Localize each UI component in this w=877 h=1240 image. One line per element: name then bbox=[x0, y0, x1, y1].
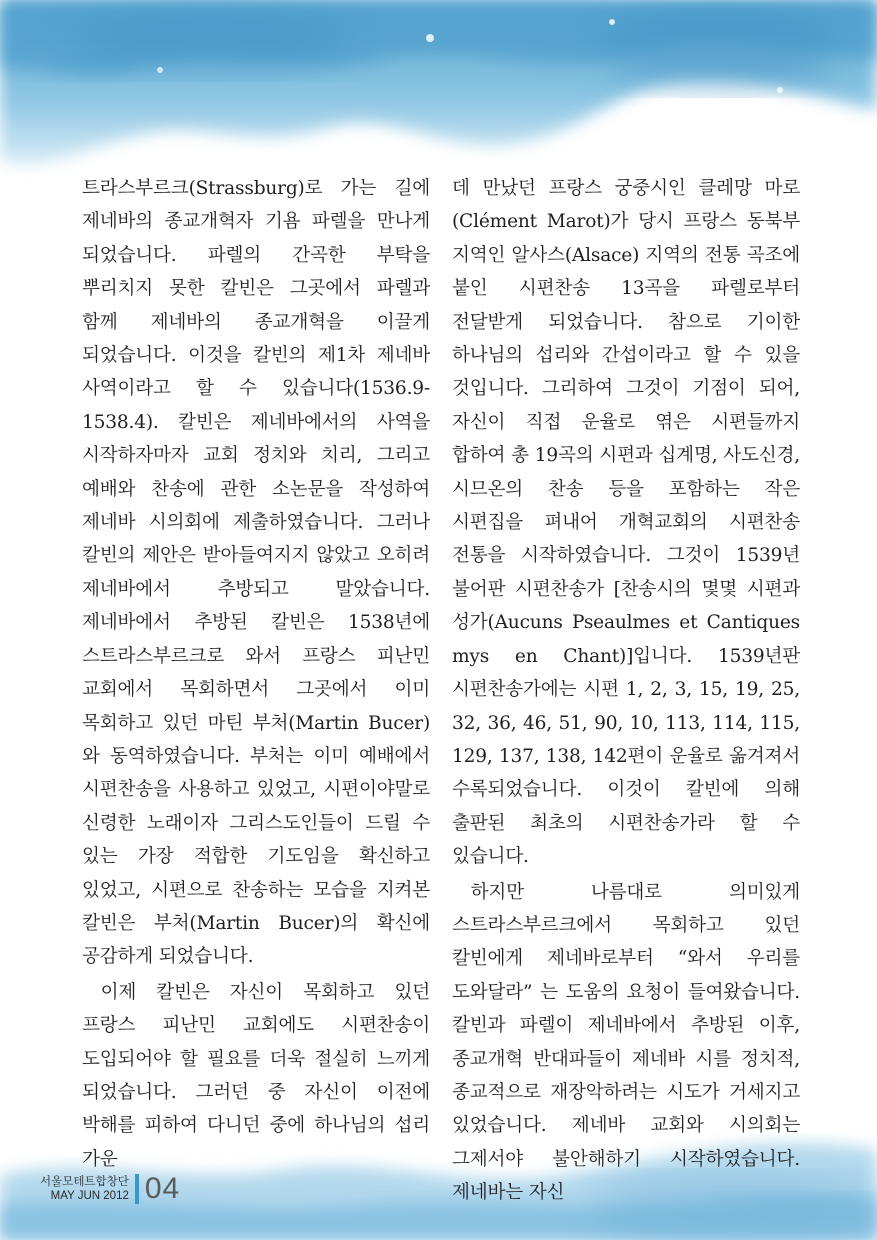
choir-name: 서울모테트합창단 bbox=[40, 1176, 129, 1188]
right-text-column bbox=[452, 172, 800, 1212]
paragraph: 이제 칼빈은 자신이 목회하고 있던 프랑스 피난민 교회에도 시편찬송이 도입되어야 할 필요를 더욱 절실히 느끼게 되었습니다. 그러던 중 자신이 이전에 박해를 피하여 다니던 중에 하나님의 섭리 가운 bbox=[82, 981, 430, 1170]
page-number: 04 bbox=[144, 1172, 181, 1205]
paragraph: 하지만 나름대로 의미있게 스트라스부르크에서 목회하고 있던 칼빈에게 제네바로부터 “와서 우리를 도와달라” 는 도움의 요청이 들여왔습니다. 칼빈과 파렐이 제네바에서 추방된 이후, 종교개혁 반대파들이 제네바 시를 정치적, 종교적으로 재장악하려는 시도가 거세지고 있었습니다. 제네바 교회와 시의회는 그제서야 불안해하기 시작하였습니다. 제네바는 자신 bbox=[452, 881, 800, 1204]
page-footer bbox=[40, 1170, 180, 1208]
paragraph: 데 만났던 프랑스 궁중시인 클레망 마로(Clément Marot)가 당시 프랑스 동북부 지역인 알사스(Alsace) 지역의 전통 곡조에 붙인 시편찬송 13곡을 파렐로부터 전달받게 되었습니다. 참으로 기이한 하나님의 섭리와 간섭이라고 할 수 있을 것입니다. 그리하여 그것이 기점이 되어, 자신이 직접 운율로 엮은 시편들까지 합하여 총 19곡의 시편과 십계명, 사도신경, 시므온의 찬송 등을 포함하는 작은 시편집을 펴내어 개혁교회의 시편찬송 전통을 시작하였습니다. 그것이 1539년 불어판 시편찬송가 [찬송시의 몇몇 시편과 성가(Aucuns Pseaulmes et Cantiques mys en Chant)]입니다. 1539년판 시편찬송가에는 시편 1, 2, 3, 15, 19, 25, 32, 36, 46, 51, 90, 10, 113, 114, 115, 129, 137, 138, 142편이 운율로 옮겨져서 수록되었습니다. 이것이 칼빈에 의해 출판된 최초의 시편찬송가라 할 수 있습니다. bbox=[452, 178, 800, 868]
left-text-column bbox=[82, 172, 430, 1178]
paragraph: 트라스부르크(Strassburg)로 가는 길에 제네바의 종교개혁자 기욤 파렐을 만나게 되었습니다. 파렐의 간곡한 부탁을 뿌리치지 못한 칼빈은 그곳에서 파렐과 함께 제네바의 종교개혁을 이끌게 되었습니다. 이것을 칼빈의 제1차 제네바 사역이라고 할 수 있습니다(1536.9-1538.4). 칼빈은 제네바에서의 사역을 시작하자마자 교회 정치와 치리, 그리고 예배와 찬송에 관한 소논문을 작성하여 제네바 시의회에 제출하였습니다. 그러나 칼빈의 제안은 받아들여지지 않았고 오히려 제네바에서 추방되고 말았습니다. 제네바에서 추방된 칼빈은 1538년에 스트라스부르크로 와서 프랑스 피난민 교회에서 목회하면서 그곳에서 이미 목회하고 있던 마틴 부처(Martin Bucer)와 동역하였습니다. 부처는 이미 예배에서 시편찬송을 사용하고 있었고, 시편이야말로 신령한 노래이자 그리스도인들이 드릴 수 있는 가장 적합한 기도임을 확신하고 있었고, 시편으로 찬송하는 모습을 지켜본 칼빈은 부처(Martin Bucer)의 확신에 공감하게 되었습니다. bbox=[82, 178, 430, 968]
footer-publication bbox=[40, 1175, 129, 1203]
issue-date: MAY JUN 2012 bbox=[50, 1190, 129, 1202]
footer-divider bbox=[135, 1174, 139, 1204]
